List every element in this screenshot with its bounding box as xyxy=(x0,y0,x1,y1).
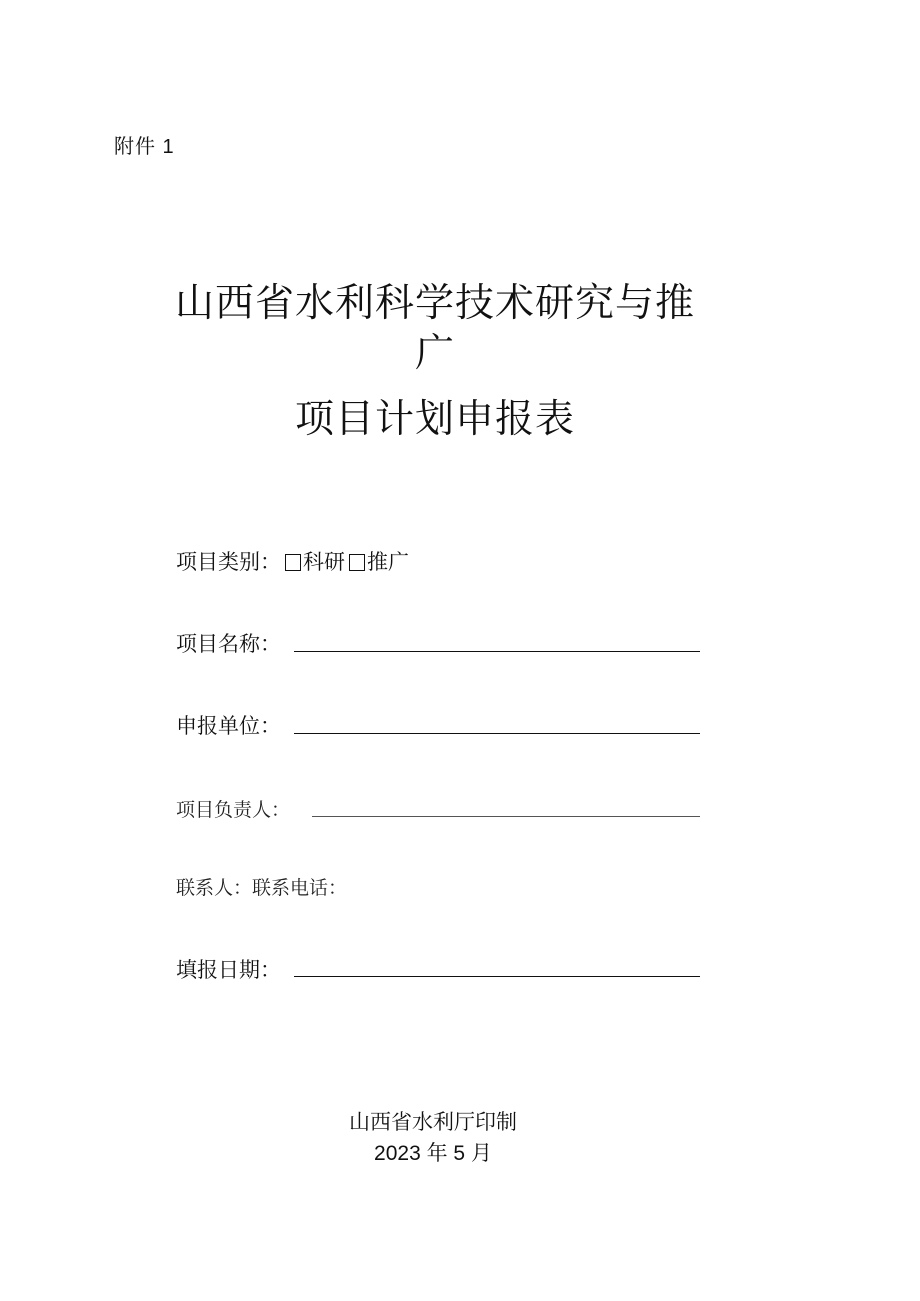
issue-date: 2023 年 5 月 xyxy=(374,1142,492,1165)
research-checkbox[interactable] xyxy=(285,554,301,571)
project-leader-field[interactable] xyxy=(312,816,700,817)
project-name-field[interactable] xyxy=(294,651,700,652)
issuer-org: 山西省水利厅印制 xyxy=(349,1111,517,1134)
project-type-label: 项目类别： xyxy=(176,551,281,574)
fill-date-field[interactable] xyxy=(294,976,700,977)
project-type-row xyxy=(176,546,409,576)
applicant-unit-field[interactable] xyxy=(294,733,700,734)
document-title-line-3: 项目计划申报表 xyxy=(294,398,575,441)
fill-date-label: 填报日期： xyxy=(176,959,281,982)
attachment-label: 附件 1 xyxy=(114,136,175,158)
applicant-unit-label: 申报单位： xyxy=(176,715,281,738)
promotion-checkbox[interactable] xyxy=(349,554,365,571)
contact-label: 联系人：联系电话： xyxy=(176,877,348,899)
research-option-label: 科研 xyxy=(303,551,345,574)
document-title-line-1: 山西省水利科学技术研究与推 xyxy=(174,282,695,325)
project-leader-label: 项目负责人： xyxy=(176,799,291,821)
project-name-label: 项目名称： xyxy=(176,633,281,656)
document-title-line-2: 广 xyxy=(414,332,455,375)
promotion-option-label: 推广 xyxy=(367,551,409,574)
